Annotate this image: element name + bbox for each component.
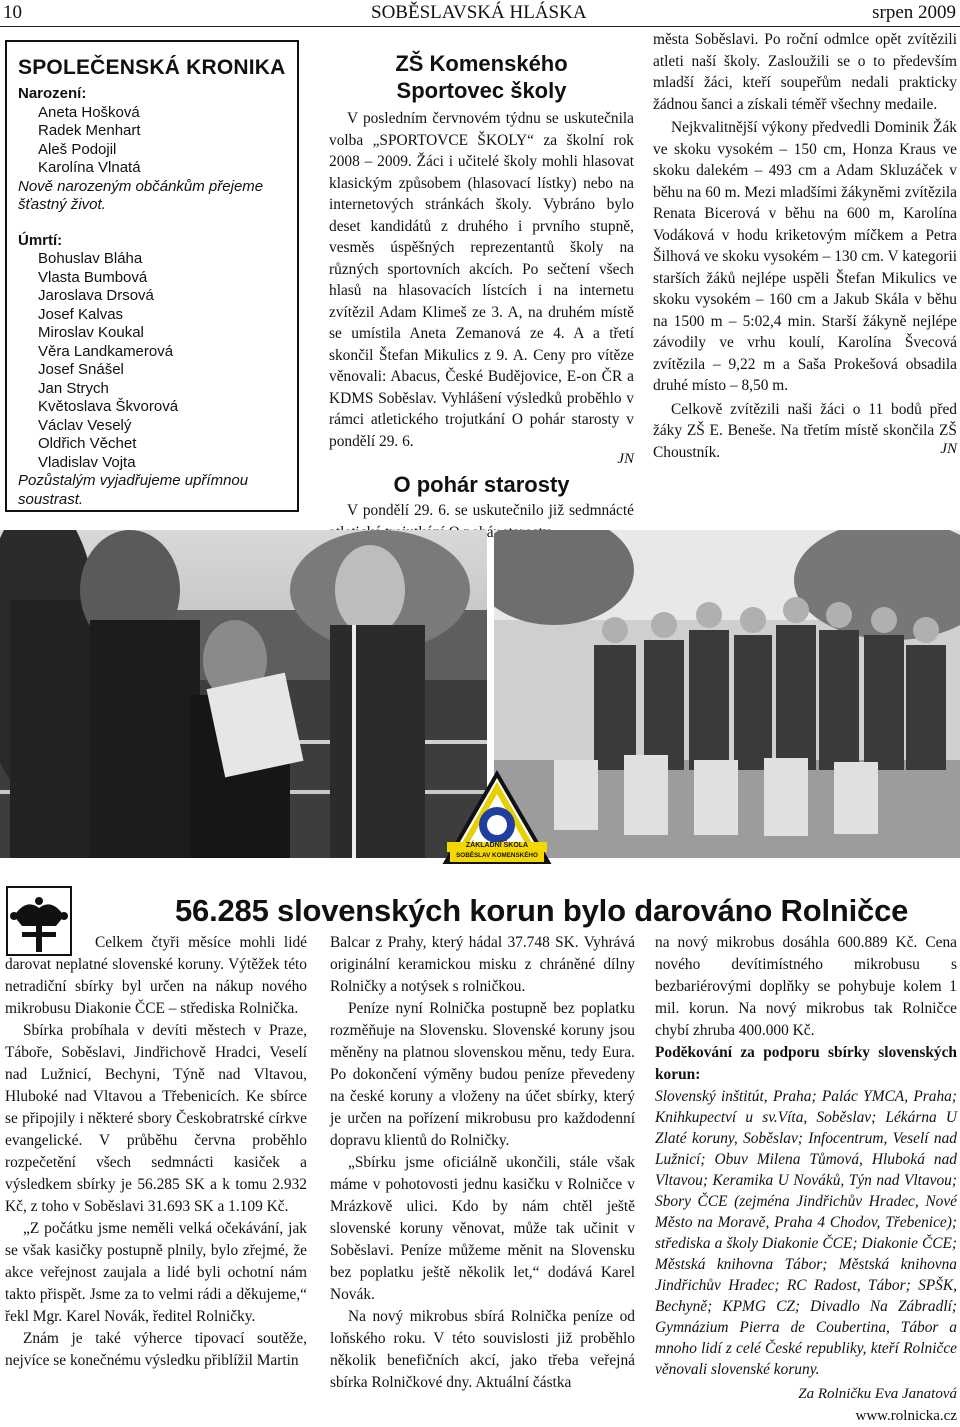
birth-name: Aneta Hošková (38, 103, 140, 121)
rolnicka-c2-p3: „Sbírku jsme oficiálně ukončili, stále však máme v pohotovosti jednu kasičku v Rolničce v Mrázkově ulici. Kdo by nám chtěl ještě slovenské koruny věnovat, může tak učinit v Soběslavi. Peníze můžeme měnit na Slovensku bez poplatku ještě několik let,“ dodává Karel Novák. (330, 1154, 635, 1303)
death-name: Květoslava Škvorová (38, 398, 179, 415)
zs-text: V posledním červnovém týdnu se uskutečnila volba „SPORTOVCE ŠKOLY“ za školní rok 2008 – 2009. Žáci i učitelé školy mohli hlasovat klasickým způsobem (hlasovací lístky) nebo na internetových stránkách školy. Vybráno bylo deset kandidátů z druhého i prvního stupně, vesměs úspěšných reprezentantů školy na různých sportovních akcích. Po sečtení všech hlasů na hlasovacích lístcích i na internetu zvítězil Adam Klimeš ze 3. A, na druhém místě se umístila Aneta Zemanová ze 4. A a třetí skončil Štefan Mikulics z 9. A. Ceny pro vítěze věnovali: Abacus, České Budějovice, E-on ČR a KDMS Soběslav. Vyhlášení výsledků proběhlo v rámci atletického trojutkání O pohár starosty v pondělí 29. 6. (329, 110, 634, 450)
birth-name: Radek Menhart (38, 122, 141, 139)
issue-date: srpen 2009 (872, 2, 956, 23)
rolnicka-col2 (330, 932, 635, 1394)
death-name: Josef Kalvas (38, 305, 124, 323)
death-name: Jaroslava Drsová (38, 287, 154, 304)
photo-team-group (494, 530, 960, 858)
births-label: Narození: (18, 85, 87, 102)
rolnicka-website: www.rolnicka.cz (855, 1408, 957, 1424)
logo-text-line1: ZÁKLADNÍ ŠKOLA (465, 842, 529, 849)
death-name: Věra Landkamerová (38, 342, 174, 360)
zs-subtitle: Sportovec školy (396, 78, 567, 103)
pohar-text: V pondělí 29. 6. se uskutečnilo již sedmnácté (347, 502, 634, 519)
condolence: Pozůstalým vyjadřujeme upřímnou (18, 472, 249, 489)
kronika-title: SPOLEČENSKÁ KRONIKA (18, 56, 286, 79)
rolnicka-title: 56.285 slovenských korun bylo darováno Rolničce (175, 893, 909, 928)
zs-signature: JN (617, 451, 634, 467)
death-name: Oldřich Věchet (38, 435, 137, 452)
col3-p2: Nejkvalitnější výkony předvedli Dominik Žák ve skoku vysokém – 150 cm, Honza Kraus ve skoku dalekém – 493 cm a Adam Skluzáček v běhu na 60 m. Mezi mladšími žákyněmi zvítězila Renata Bicerová v běhu na 600 m, Karolína Vodáková v hodu kriketovým míčkem a Petra Šilhová ve skoku vysokém – 130 cm. V kategorii starších žáků nejlépe uspěli Štefan Mikulics ve skoku vysokém – 160 cm a Jakub Skála v běhu na 1500 m – 5:02,4 min. Starší žákyně nejlépe závodily ve vrhu koulí, Karolína Švecová zvítězila – 9,22 m a Saša Prokešová obsadila druhé místo – 8,50 m. (653, 119, 957, 394)
births-wish: Nově narozeným občánkům přejeme (18, 177, 264, 195)
birth-name: Aleš Podojil (38, 140, 117, 158)
births-wish: šťastný život. (18, 196, 106, 213)
rolnicka-c1-p4: Znám je také výherce tipovací soutěže, nejvíce se konečnému výsledku přiblížil Martin (5, 1330, 307, 1369)
photo-award-ceremony (0, 530, 487, 858)
rolnicka-c1-p1: Celkem čtyři měsíce mohli lidé darovat neplatné slovenské koruny. Výtěžek této netradiční sbírky byl určen na nákup nového mikrobusu Diakonie ČCE – střediska Rolnička. (5, 934, 307, 1017)
col3-p3: Celkově zvítězili naši žáci o 11 bodů před žáky ZŠ E. Beneše. Na třetím místě skončila ZŠ Choustník. (653, 400, 957, 461)
kronika-box (5, 40, 299, 512)
rolnicka-c1-p3: „Z počátku jsme neměli velká očekávání, jak se však kasičky postupně plnily, bylo zřejmé, že akce veřejnost zaujala a lidé byli ochotní nám takto přispět. Jsme za to velmi rádi a děkujeme,“ řekl Mgr. Karel Novák, ředitel Rolničky. (5, 1220, 307, 1325)
page-number: 10 (3, 2, 22, 23)
death-name: Vlasta Bumbová (38, 268, 148, 286)
death-name: Jan Strych (38, 379, 109, 397)
rolnicka-c1-p2: Sbírka probíhala v devíti městech v Praze, Táboře, Soběslavi, Jindřichově Hradci, Veselí nad Lužnicí, Bechyni, Týně nad Vltavou, Hluboké nad Vltavou a Třebenicích. Ke sbírce se připojily i některé sbory Českobratrské církve evangelické. V průběhu června proběhlo rozpečetění všech sedmnácti kasiček a výsledkem sbírky je 56.285 SK a k tomu 2.932 Kč, z toho v Soběslavi 31.693 SK a 1.109 Kč. (5, 1022, 307, 1215)
rolnicka-signature: Za Rolničku Eva Janatová (798, 1386, 957, 1402)
rolnicka-c2-p2: Peníze nyní Rolnička postupně bez poplatku rozměňuje na Slovensku. Slovenské koruny jsou měněny na platnou slovenskou měnu, tedy Eura. Po dokončení výměny budou peníze převedeny na české koruny a vloženy na účet sbírky, který je určen na pořízení mikrobusu pro každodenní dopravu klientů do Rolničky. (330, 1000, 635, 1149)
page-header (0, 0, 960, 27)
death-name: Václav Veselý (38, 416, 132, 434)
death-name: Josef Snášel (38, 361, 124, 378)
death-name: Bohuslav Bláha (38, 250, 143, 267)
thanks-text: Slovenský inštitút, Praha; Palác YMCA, Praha; Knihkupectví u sv.Víta, Soběslav; Lékárna U Zlaté koruny, Soběslav; Infocentrum, Veselí nad Lužnicí; Obuv Milena Tůmová, Hluboká nad Vltavou; Keramika U Nováků, Týn nad Vltavou; Sbory ČCE (zejména Jindřichův Hradec, Nové Město na Moravě, Praha 4 Chodov, Třebenice); střediska a školy Diakonie ČCE; Diakonie ČCE; Městská knihovna Tábor; Městská knihovna Jindřichův Hradec; RC Radost, Tábor; SPŠK, Bechyně; KPMG CZ; Divadlo Na Zábradlí; Gymnázium Pierra de Coubertina, Tábor a mnoho lidí z celé České republiky, kteří Rolničce věnovali slovenské koruny. (655, 1088, 957, 1378)
col3-signature: JN (940, 441, 957, 457)
deaths-label: Úmrtí: (18, 231, 63, 249)
logo-text-line2: SOBĚSLAV KOMENSKÉHO (456, 852, 538, 859)
pohar-title: O pohár starosty (393, 472, 570, 497)
condolence: soustrast. (18, 490, 84, 508)
school-logo (442, 770, 552, 870)
rolnicka-c2-p1: Balcar z Prahy, který hádal 37.748 SK. Vyhrává originální keramickou misku z chráněné dílny Rolničky a notýsek s rolničkou. (330, 934, 635, 995)
rolnicka-col3 (655, 932, 957, 1427)
col3-p1: města Soběslavi. Po roční odmlce opět zvítězili atleti naší školy. Zasloužili se o to především mladší žáci, kteří soupeřům nedali prakticky žádnou šanci a získali téměř všechny medaile. (653, 31, 957, 113)
zs-article (329, 50, 634, 543)
death-name: Vladislav Vojta (38, 453, 136, 471)
pohar-continued (653, 29, 957, 461)
publication-name: SOBĚSLAVSKÁ HLÁSKA (371, 2, 587, 23)
rolnicka-c3-p1: na nový mikrobus dosáhla 600.889 Kč. Cena nového devítimístného mikrobusu s bezbariérovými doplňky se pohybuje kolem 1 mil. korun. Na nový mikrobus tak Rolničce chybí zhruba 400.000 Kč. (655, 934, 957, 1039)
birth-name: Karolína Vlnatá (38, 159, 141, 176)
rolnicka-col1 (5, 932, 307, 1372)
zs-title: ZŠ Komenského (395, 51, 568, 76)
death-name: Miroslav Koukal (38, 324, 144, 341)
thanks-title: Poděkování za podporu sbírky slovenských korun: (655, 1044, 957, 1083)
rolnicka-c2-p4: Na nový mikrobus sbírá Rolnička peníze od loňského roku. V této souvislosti již proběhlo několik benefičních akcí, jako třeba veřejná sbírka Rolničkové dny. Aktuální částka (330, 1308, 635, 1391)
